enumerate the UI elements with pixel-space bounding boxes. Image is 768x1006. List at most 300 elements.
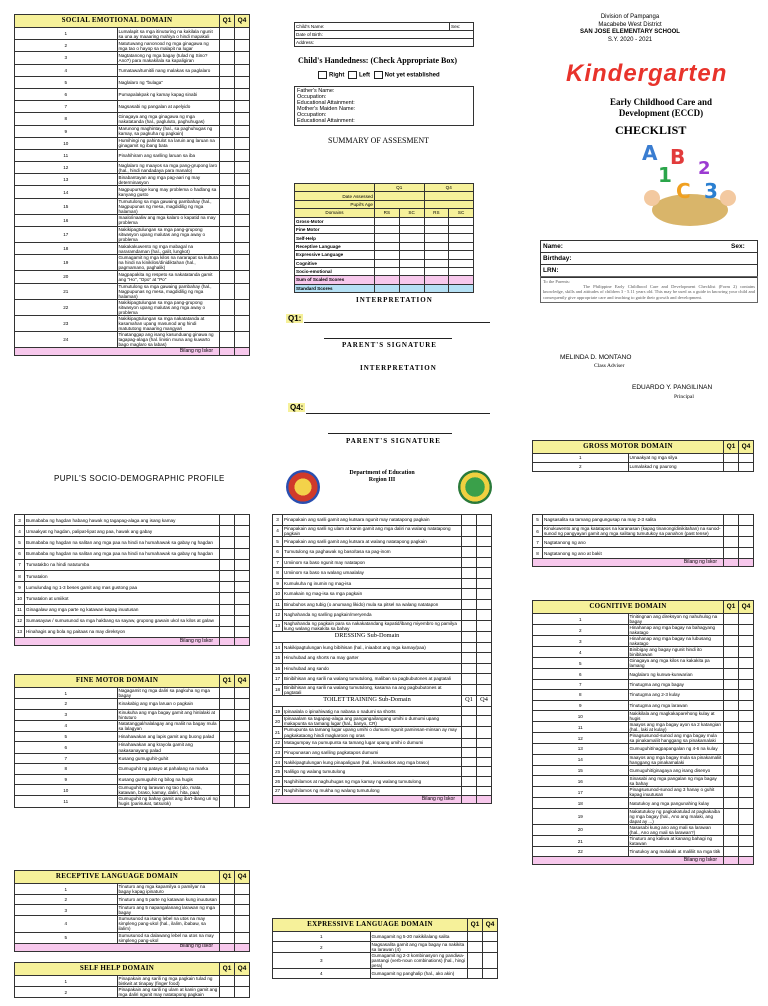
q1-total-cell[interactable] [220, 638, 235, 646]
q4-score-cell[interactable] [235, 570, 250, 581]
checklist-row [273, 578, 492, 589]
q4-score-cell[interactable] [235, 626, 250, 637]
q1-score-cell[interactable] [724, 647, 739, 658]
q1-score-cell[interactable] [462, 767, 477, 777]
q1-score-cell[interactable] [724, 454, 739, 463]
q1-score-cell[interactable] [468, 969, 483, 979]
q4-score-cell[interactable] [235, 785, 250, 796]
q4-score-cell[interactable] [477, 547, 492, 558]
q1-score-cell[interactable] [220, 895, 235, 905]
q1-score-cell[interactable] [220, 52, 235, 64]
q1-total-cell[interactable] [724, 559, 739, 567]
q4-score-cell[interactable] [235, 125, 250, 137]
q1-score-cell[interactable] [724, 744, 739, 754]
q1-score-cell[interactable] [220, 149, 235, 161]
q4-score-cell[interactable] [235, 315, 250, 331]
summary-score-cell[interactable] [399, 225, 424, 233]
q1-score-cell[interactable] [220, 731, 235, 742]
item-number: 17 [273, 674, 283, 685]
q1-score-cell[interactable] [220, 987, 235, 998]
q4-score-cell[interactable] [739, 798, 754, 808]
summary-score-cell[interactable] [449, 242, 474, 250]
q4-score-cell[interactable] [235, 332, 250, 348]
q4-score-cell[interactable] [739, 548, 754, 559]
q1-score-cell[interactable] [220, 626, 235, 637]
q1-score-cell[interactable] [462, 515, 477, 526]
q1-score-cell[interactable] [220, 101, 235, 113]
q1-score-cell[interactable] [220, 884, 235, 895]
checklist-row [15, 976, 250, 987]
checklist-row [273, 942, 498, 953]
pupil-birthday-field[interactable]: Birthday: [541, 253, 757, 265]
q1-total-cell[interactable] [220, 943, 235, 951]
q1-score-cell[interactable] [724, 722, 739, 733]
q1-score-cell[interactable] [462, 748, 477, 758]
q4-score-cell[interactable] [739, 647, 754, 658]
q1-score-cell[interactable] [220, 570, 235, 581]
q4-score-cell[interactable] [739, 537, 754, 548]
q4-score-cell[interactable] [739, 658, 754, 669]
item-text: Nagtatanong ng ano at bakit [543, 548, 724, 559]
left-checkbox[interactable] [348, 71, 357, 79]
q4-score-cell[interactable] [739, 636, 754, 647]
q4-score-cell[interactable] [235, 515, 250, 526]
q4-total-cell[interactable] [477, 796, 492, 804]
item-text: Sumusunod sa dalawang lebel na utos na may simpleng pang-ukol [117, 932, 220, 943]
q4-score-cell[interactable] [235, 774, 250, 785]
q4-score-cell[interactable] [235, 271, 250, 283]
q4-score-cell[interactable] [235, 976, 250, 987]
summary-score-cell[interactable] [399, 217, 424, 225]
q1-score-cell[interactable] [220, 785, 235, 796]
summary-score-cell[interactable] [399, 251, 424, 259]
q1-score-cell[interactable] [462, 727, 477, 738]
summary-score-cell[interactable] [375, 251, 400, 259]
q1-score-cell[interactable] [462, 589, 477, 600]
q1-score-cell[interactable] [724, 614, 739, 625]
q4-score-cell[interactable] [477, 620, 492, 631]
q4-line[interactable] [306, 413, 490, 414]
q4-score-cell[interactable] [235, 699, 250, 710]
q4-score-cell[interactable] [477, 738, 492, 748]
q1-total-cell[interactable] [462, 796, 477, 804]
q4-total-cell[interactable] [235, 943, 250, 951]
principal-name: EDUARDO Y. PANGILINAN [632, 384, 713, 391]
item-number: 3 [15, 52, 118, 64]
summary-score-cell[interactable] [375, 217, 400, 225]
q1-score-cell[interactable] [220, 28, 235, 40]
q4-score-cell[interactable] [477, 748, 492, 758]
q1-score-cell[interactable] [462, 776, 477, 786]
q4-score-cell[interactable] [235, 186, 250, 198]
summary-score-cell[interactable] [399, 234, 424, 242]
q4-score-cell[interactable] [739, 463, 754, 472]
q1-score-cell[interactable] [462, 578, 477, 589]
q4-score-cell[interactable] [739, 765, 754, 775]
summary-score-cell[interactable] [375, 234, 400, 242]
q1-score-cell[interactable] [220, 742, 235, 753]
summary-score-cell[interactable] [424, 251, 449, 259]
q4-score-cell[interactable] [235, 742, 250, 753]
q4-score-cell[interactable] [235, 884, 250, 895]
q4-score-cell[interactable] [235, 905, 250, 916]
q1-score-cell[interactable] [462, 716, 477, 727]
q1-score-cell[interactable] [220, 526, 235, 537]
checklist-title: CHECKLIST [615, 123, 687, 137]
q4-score-cell[interactable] [739, 679, 754, 689]
q4-score-cell[interactable] [235, 76, 250, 88]
q1-score-cell[interactable] [220, 198, 235, 214]
q1-score-cell[interactable] [220, 315, 235, 331]
q4-score-cell[interactable] [739, 669, 754, 679]
q4-score-cell[interactable] [235, 932, 250, 943]
summary-score-cell[interactable] [399, 259, 424, 267]
q1-score-cell[interactable] [462, 684, 477, 695]
q1-score-cell[interactable] [220, 88, 235, 100]
q1-score-cell[interactable] [724, 537, 739, 548]
q1-score-cell[interactable] [468, 953, 483, 969]
item-text: Gumagamit ng 2-3 kombinasyon ng pandiwa-pantangi (verb-noun combinations) (hal., hingi pera) [370, 953, 468, 969]
q4-score-cell[interactable] [235, 582, 250, 593]
q4-score-cell[interactable] [739, 722, 754, 733]
q1-score-cell[interactable] [462, 620, 477, 631]
q4-score-cell[interactable] [477, 525, 492, 536]
q1-score-cell[interactable] [220, 582, 235, 593]
q4-score-cell[interactable] [235, 52, 250, 64]
summary-domain-label: Self-Help [295, 234, 375, 242]
q1-score-cell[interactable] [220, 137, 235, 149]
q4-score-cell[interactable] [235, 764, 250, 775]
q1-score-cell[interactable] [220, 214, 235, 226]
q1-score-cell[interactable] [468, 932, 483, 942]
q4-score-cell[interactable] [235, 720, 250, 731]
father-name-field[interactable]: Father's Name: [297, 88, 335, 94]
q1-score-cell[interactable] [724, 776, 739, 787]
q4-score-cell[interactable] [235, 753, 250, 764]
q1-score-cell[interactable] [220, 125, 235, 137]
q1-score-cell[interactable] [724, 765, 739, 775]
q1-total-cell[interactable] [724, 857, 739, 865]
q4-score-cell[interactable] [477, 536, 492, 547]
summary-score-cell[interactable] [449, 259, 474, 267]
q4-score-cell[interactable] [235, 526, 250, 537]
q4-score-cell[interactable] [235, 226, 250, 242]
summary-score-cell[interactable] [399, 267, 424, 275]
q4-score-cell[interactable] [235, 137, 250, 149]
q1-score-cell[interactable] [220, 796, 235, 807]
q1-score-cell[interactable] [220, 976, 235, 987]
q1-score-cell[interactable] [220, 753, 235, 764]
q1-score-cell[interactable] [220, 537, 235, 548]
q1-score-cell[interactable] [220, 243, 235, 255]
q1-score-cell[interactable] [220, 604, 235, 615]
q4-score-cell[interactable] [739, 515, 754, 526]
item-text: Tumatalon at umiikot [25, 593, 220, 604]
q4-score-cell[interactable] [235, 255, 250, 271]
q1-score-cell[interactable] [724, 754, 739, 765]
q1-score-cell[interactable] [220, 515, 235, 526]
q4-score-cell[interactable] [477, 653, 492, 664]
q4-score-cell[interactable] [477, 674, 492, 685]
q1-score-cell[interactable] [724, 515, 739, 526]
q4-score-cell[interactable] [739, 690, 754, 700]
q1-score-cell[interactable] [220, 113, 235, 125]
parent-signature-line-1[interactable] [324, 338, 452, 339]
q1-score-cell[interactable] [724, 808, 739, 824]
q4-score-cell[interactable] [477, 706, 492, 716]
summary-score-cell[interactable] [449, 234, 474, 242]
q1-score-cell[interactable] [220, 615, 235, 626]
q1-score-cell[interactable] [220, 709, 235, 720]
q1-score-cell[interactable] [462, 525, 477, 536]
q4-score-cell[interactable] [235, 796, 250, 807]
q4-score-cell[interactable] [739, 526, 754, 537]
item-number: 6 [273, 547, 283, 558]
q1-score-cell[interactable] [724, 669, 739, 679]
q1-score-cell[interactable] [462, 738, 477, 748]
q4-score-cell[interactable] [235, 299, 250, 315]
q1-score-cell[interactable] [724, 548, 739, 559]
q4-score-cell[interactable] [739, 754, 754, 765]
q4-score-cell[interactable] [477, 568, 492, 579]
q1-score-cell[interactable] [468, 942, 483, 953]
q4-score-cell[interactable] [477, 767, 492, 777]
q1-score-cell[interactable] [462, 706, 477, 716]
father-education-field[interactable]: Educational Attainment: [297, 100, 355, 106]
q4-score-cell[interactable] [235, 101, 250, 113]
q1-score-cell[interactable] [724, 824, 739, 835]
q1-score-cell[interactable] [724, 636, 739, 647]
q1-score-cell[interactable] [724, 798, 739, 808]
pupil-name-field[interactable]: Name: Sex: [541, 241, 757, 253]
q1-score-cell[interactable] [220, 699, 235, 710]
q4-score-cell[interactable] [739, 625, 754, 636]
summary-score-cell[interactable] [424, 217, 449, 225]
q4-score-cell[interactable] [477, 716, 492, 727]
summary-score-cell[interactable] [424, 259, 449, 267]
q4-score-cell[interactable] [235, 593, 250, 604]
q1-score-cell[interactable] [220, 688, 235, 699]
q1-score-cell[interactable] [724, 847, 739, 857]
q1-score-cell[interactable] [220, 764, 235, 775]
q4-score-cell[interactable] [235, 709, 250, 720]
q4-score-cell[interactable] [477, 557, 492, 568]
q1-score-cell[interactable] [220, 299, 235, 315]
q4-score-cell[interactable] [739, 787, 754, 798]
checklist-row [15, 101, 250, 113]
q4-score-cell[interactable] [477, 663, 492, 674]
q1-score-cell[interactable] [220, 905, 235, 916]
q1-score-cell[interactable] [220, 332, 235, 348]
q1-score-cell[interactable] [462, 557, 477, 568]
mother-education-field[interactable]: Educational Attainment: [297, 118, 355, 124]
parent-signature-line-2[interactable] [328, 433, 452, 434]
q1-score-cell[interactable] [724, 711, 739, 722]
q4-score-cell[interactable] [235, 987, 250, 998]
q1-score-cell[interactable] [462, 653, 477, 664]
q1-score-cell[interactable] [462, 568, 477, 579]
mother-occupation-field[interactable]: Occupation: [297, 112, 327, 118]
q4-score-cell[interactable] [235, 537, 250, 548]
q1-score-cell[interactable] [220, 255, 235, 271]
q4-score-cell[interactable] [235, 283, 250, 299]
summary-score-cell[interactable] [424, 242, 449, 250]
q4-total-cell[interactable] [739, 857, 754, 865]
q4-score-cell[interactable] [235, 688, 250, 699]
q1-score-cell[interactable] [724, 733, 739, 744]
q1-score-cell[interactable] [724, 658, 739, 669]
summary-score-cell[interactable] [375, 225, 400, 233]
summary-score-cell[interactable] [449, 251, 474, 259]
q1-score-cell[interactable] [220, 283, 235, 299]
q4-score-cell[interactable] [235, 64, 250, 76]
q1-score-cell[interactable] [220, 559, 235, 570]
q4-score-cell[interactable] [483, 932, 498, 942]
q4-score-cell[interactable] [739, 744, 754, 754]
item-text: Pinahihiram ang sariling laruan sa iba [117, 149, 220, 161]
summary-score-cell[interactable] [449, 267, 474, 275]
item-text: Tinuturo ang 5 parte ng katawan kung inuutusan [117, 895, 220, 905]
q4-score-cell[interactable] [235, 615, 250, 626]
checklist-row [533, 625, 754, 636]
summary-score-cell[interactable] [375, 242, 400, 250]
q4-score-cell[interactable] [739, 700, 754, 710]
q4-score-cell[interactable] [477, 578, 492, 589]
summary-score-cell[interactable] [449, 217, 474, 225]
q4-score-cell[interactable] [483, 942, 498, 953]
q4-score-cell[interactable] [235, 548, 250, 559]
q4-total-cell[interactable] [235, 638, 250, 646]
item-text: Inaalo/inaaliw ang mga kalaro o kapatid na may problema [117, 214, 220, 226]
q4-score-cell[interactable] [235, 40, 250, 52]
q1-score-cell[interactable] [220, 932, 235, 943]
q1-score-cell[interactable] [220, 186, 235, 198]
q4-score-cell[interactable] [235, 559, 250, 570]
q4-score-cell[interactable] [477, 515, 492, 526]
q4-score-cell[interactable] [739, 847, 754, 857]
q4-score-cell[interactable] [477, 599, 492, 610]
q4-score-cell[interactable] [477, 727, 492, 738]
q4-score-cell[interactable] [477, 776, 492, 786]
item-text: Naghahanda ng pagkain para sa nakakatandang kapatid/ibang miyembro ng pamilya kung walang makakita sa bahay [283, 620, 462, 631]
q4-score-cell[interactable] [477, 757, 492, 767]
q1-score-cell[interactable] [220, 162, 235, 174]
q1-score-cell[interactable] [724, 625, 739, 636]
q1-score-cell[interactable] [724, 526, 739, 537]
q4-score-cell[interactable] [739, 454, 754, 463]
q1-score-cell[interactable] [220, 774, 235, 785]
father-occupation-field[interactable]: Occupation: [297, 94, 327, 100]
q1-score-cell[interactable] [220, 226, 235, 242]
q4-score-cell[interactable] [235, 88, 250, 100]
not-yet-checkbox[interactable] [374, 71, 383, 79]
pupil-lrn-field[interactable]: LRN: [543, 267, 559, 274]
summary-score-cell[interactable] [449, 225, 474, 233]
sex-field[interactable]: Sex: [450, 23, 474, 31]
q4-score-cell[interactable] [477, 684, 492, 695]
q4-total-cell[interactable] [739, 559, 754, 567]
q4-score-cell[interactable] [235, 113, 250, 125]
summary-score-cell[interactable] [375, 267, 400, 275]
q1-score-cell[interactable] [462, 674, 477, 685]
q4-score-cell[interactable] [235, 174, 250, 186]
q4-score-cell[interactable] [739, 614, 754, 625]
q1-score-cell[interactable] [462, 663, 477, 674]
q1-score-cell[interactable] [220, 271, 235, 283]
q1-score-cell[interactable] [724, 700, 739, 710]
q4-score-cell[interactable] [235, 162, 250, 174]
q1-score-cell[interactable] [462, 536, 477, 547]
q1-score-cell[interactable] [462, 599, 477, 610]
q4-score-cell[interactable] [739, 808, 754, 824]
checklist-row [15, 174, 250, 186]
q1-score-cell[interactable] [724, 690, 739, 700]
q1-score-cell[interactable] [220, 40, 235, 52]
q4-score-cell[interactable] [739, 733, 754, 744]
q1-score-cell[interactable] [220, 76, 235, 88]
q1-score-cell[interactable] [724, 463, 739, 472]
q1-score-cell[interactable] [220, 720, 235, 731]
q1-score-cell[interactable] [724, 787, 739, 798]
summary-score-cell[interactable] [399, 242, 424, 250]
q1-score-cell[interactable] [462, 786, 477, 796]
q4-total-cell[interactable] [235, 348, 250, 356]
q4-score-cell[interactable] [477, 786, 492, 796]
q4-score-cell[interactable] [483, 969, 498, 979]
q4-score-cell[interactable] [235, 149, 250, 161]
q1-score-cell[interactable] [220, 593, 235, 604]
q1-score-cell[interactable] [220, 916, 235, 932]
q1-score-cell[interactable] [724, 679, 739, 689]
q1-score-cell[interactable] [462, 610, 477, 621]
q4-score-cell[interactable] [235, 604, 250, 615]
q4-score-cell[interactable] [235, 28, 250, 40]
q4-score-cell[interactable] [483, 953, 498, 969]
q1-score-cell[interactable] [462, 547, 477, 558]
q1-score-cell[interactable] [462, 642, 477, 653]
q1-total-cell[interactable] [220, 348, 235, 356]
q4-score-cell[interactable] [477, 589, 492, 600]
q4-score-cell[interactable] [477, 610, 492, 621]
q1-line[interactable] [304, 322, 490, 323]
mother-name-field[interactable]: Mother's Maiden Name: [297, 106, 356, 112]
q4-score-cell[interactable] [739, 836, 754, 847]
q4-score-cell[interactable] [235, 198, 250, 214]
q4-score-cell[interactable] [477, 642, 492, 653]
q4-score-cell[interactable] [235, 243, 250, 255]
dob-field[interactable]: Date of Birth: [295, 31, 474, 39]
q4-score-cell[interactable] [235, 916, 250, 932]
q1-score-cell[interactable] [220, 174, 235, 186]
summary-score-cell[interactable] [424, 267, 449, 275]
address-field[interactable]: Address: [295, 39, 474, 47]
summary-score-cell[interactable] [375, 259, 400, 267]
q1-score-cell[interactable] [220, 548, 235, 559]
q4-score-cell[interactable] [739, 776, 754, 787]
q4-score-cell[interactable] [739, 711, 754, 722]
summary-score-cell[interactable] [424, 225, 449, 233]
q1-score-cell[interactable] [462, 757, 477, 767]
q1-score-cell[interactable] [220, 64, 235, 76]
child-name-field[interactable]: Child's Name: [295, 23, 450, 31]
q4-score-cell[interactable] [739, 824, 754, 835]
q4-score-cell[interactable] [235, 731, 250, 742]
q4-score-cell[interactable] [235, 895, 250, 905]
q4-score-cell[interactable] [235, 214, 250, 226]
q1-score-cell[interactable] [724, 836, 739, 847]
summary-score-cell[interactable] [424, 234, 449, 242]
right-checkbox[interactable] [318, 71, 327, 79]
